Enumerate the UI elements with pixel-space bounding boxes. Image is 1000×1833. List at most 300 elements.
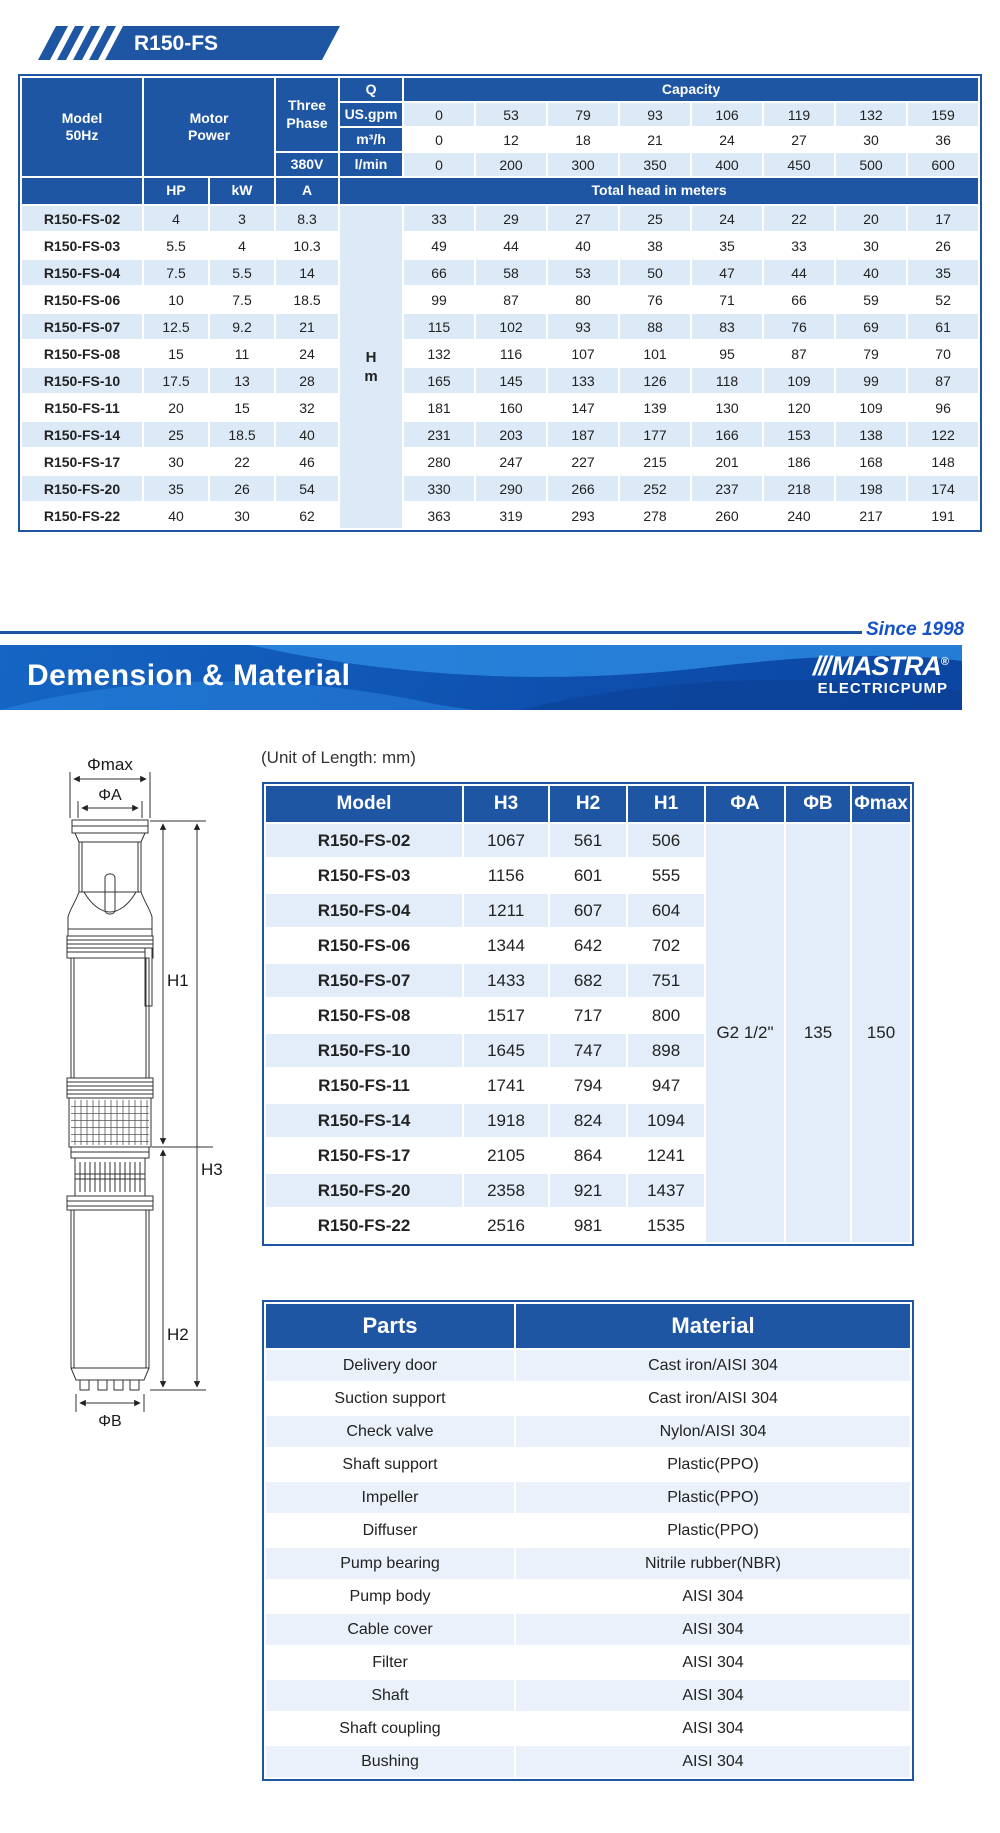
part-name-cell: Shaft coupling	[266, 1713, 514, 1744]
h1-cell: 1094	[628, 1104, 704, 1137]
series-banner	[18, 26, 340, 60]
head-value-cell: 122	[908, 422, 978, 447]
head-value-cell: 52	[908, 287, 978, 312]
model-cell: R150-FS-10	[22, 368, 142, 393]
head-value-cell: 80	[548, 287, 618, 312]
head-value-cell: 58	[476, 260, 546, 285]
head-value-cell: 30	[836, 233, 906, 258]
head-value-cell: 20	[836, 206, 906, 231]
motor-header-line2: Power	[188, 127, 231, 143]
kw-cell: 11	[210, 341, 274, 366]
parts-row	[266, 1449, 910, 1480]
head-value-cell: 24	[692, 206, 762, 231]
head-value-cell: 26	[908, 233, 978, 258]
h2-cell: 921	[550, 1174, 626, 1207]
model-cell: R150-FS-08	[22, 341, 142, 366]
capacity-header: Capacity	[404, 78, 978, 101]
flow-value-cell: 132	[836, 103, 906, 126]
h1-cell: 751	[628, 964, 704, 997]
kw-cell: 3	[210, 206, 274, 231]
voltage-header: 380V	[276, 153, 338, 176]
kw-cell: 30	[210, 503, 274, 528]
kw-cell: 22	[210, 449, 274, 474]
hp-cell: 17.5	[144, 368, 208, 393]
head-value-cell: 59	[836, 287, 906, 312]
part-name-cell: Check valve	[266, 1416, 514, 1447]
phi-a-merged-cell: G2 1/2"	[706, 824, 784, 1242]
amp-cell: 10.3	[276, 233, 338, 258]
flow-value-cell: 300	[548, 153, 618, 176]
hp-cell: 10	[144, 287, 208, 312]
material-cell: AISI 304	[516, 1614, 910, 1645]
performance-row	[22, 314, 978, 339]
series-banner-shape	[18, 26, 340, 60]
model-cell: R150-FS-08	[266, 999, 462, 1032]
flow-value-cell: 79	[548, 103, 618, 126]
head-value-cell: 290	[476, 476, 546, 501]
model-cell: R150-FS-02	[22, 206, 142, 231]
part-name-cell: Impeller	[266, 1482, 514, 1513]
dim-label-h3: H3	[201, 1160, 223, 1179]
kw-cell: 18.5	[210, 422, 274, 447]
head-value-cell: 93	[548, 314, 618, 339]
head-value-cell: 133	[548, 368, 618, 393]
parts-row	[266, 1647, 910, 1678]
material-cell: Nylon/AISI 304	[516, 1416, 910, 1447]
amp-cell: 18.5	[276, 287, 338, 312]
head-value-cell: 50	[620, 260, 690, 285]
parts-header: Parts	[266, 1304, 514, 1348]
h3-cell: 1918	[464, 1104, 548, 1137]
head-value-cell: 76	[620, 287, 690, 312]
material-cell: Plastic(PPO)	[516, 1449, 910, 1480]
model-50hz-header	[22, 78, 142, 176]
h2-cell: 642	[550, 929, 626, 962]
hp-cell: 25	[144, 422, 208, 447]
h1-cell: 1437	[628, 1174, 704, 1207]
performance-row	[22, 503, 978, 528]
head-value-cell: 181	[404, 395, 474, 420]
brand-logo-wordmark	[813, 653, 948, 680]
head-value-cell: 76	[764, 314, 834, 339]
dim-header-phi-a: ΦA	[706, 786, 784, 822]
parts-row	[266, 1614, 910, 1645]
performance-row	[22, 449, 978, 474]
head-value-cell: 186	[764, 449, 834, 474]
head-value-cell: 145	[476, 368, 546, 393]
parts-row	[266, 1581, 910, 1612]
material-cell: AISI 304	[516, 1746, 910, 1777]
model-cell: R150-FS-11	[266, 1069, 462, 1102]
model-cell: R150-FS-17	[266, 1139, 462, 1172]
head-value-cell: 35	[692, 233, 762, 258]
three-phase-line1: Three	[287, 97, 327, 113]
head-value-cell: 116	[476, 341, 546, 366]
h3-cell: 1344	[464, 929, 548, 962]
part-name-cell: Filter	[266, 1647, 514, 1678]
head-value-cell: 96	[908, 395, 978, 420]
head-value-cell: 102	[476, 314, 546, 339]
model-cell: R150-FS-03	[266, 859, 462, 892]
kw-cell: 7.5	[210, 287, 274, 312]
part-name-cell: Cable cover	[266, 1614, 514, 1645]
hp-cell: 40	[144, 503, 208, 528]
head-value-cell: 87	[476, 287, 546, 312]
model-cell: R150-FS-07	[22, 314, 142, 339]
section-title: Demension & Material	[27, 659, 351, 692]
performance-row	[22, 206, 978, 231]
perf-body	[22, 78, 978, 528]
h2-cell: 794	[550, 1069, 626, 1102]
performance-row	[22, 368, 978, 393]
part-name-cell: Shaft support	[266, 1449, 514, 1480]
model-cell: R150-FS-02	[266, 824, 462, 857]
head-value-cell: 126	[620, 368, 690, 393]
flow-value-cell: 400	[692, 153, 762, 176]
h3-cell: 2516	[464, 1209, 548, 1242]
parts-row	[266, 1482, 910, 1513]
amp-cell: 62	[276, 503, 338, 528]
kw-cell: 9.2	[210, 314, 274, 339]
parts-material-table	[262, 1300, 914, 1781]
flow-value-cell: 200	[476, 153, 546, 176]
dim-label-phi-max: Φmax	[87, 755, 133, 774]
dim-label-phi-a: ΦA	[98, 787, 122, 804]
h3-cell: 1156	[464, 859, 548, 892]
head-value-cell: 132	[404, 341, 474, 366]
amp-cell: 24	[276, 341, 338, 366]
amp-cell: 32	[276, 395, 338, 420]
h1-cell: 1535	[628, 1209, 704, 1242]
hp-cell: 7.5	[144, 260, 208, 285]
part-name-cell: Delivery door	[266, 1350, 514, 1381]
h1-cell: 898	[628, 1034, 704, 1067]
h3-cell: 1741	[464, 1069, 548, 1102]
dim-header-row	[266, 786, 910, 822]
hp-cell: 30	[144, 449, 208, 474]
model-header-line2: 50Hz	[65, 127, 99, 143]
flow-unit-label: l/min	[340, 153, 402, 176]
three-phase-line2: Phase	[286, 114, 328, 131]
head-value-cell: 160	[476, 395, 546, 420]
head-value-cell: 115	[404, 314, 474, 339]
part-name-cell: Suction support	[266, 1383, 514, 1414]
head-unit-h: H	[365, 348, 377, 366]
flow-value-cell: 21	[620, 128, 690, 151]
model-cell: R150-FS-06	[22, 287, 142, 312]
performance-row	[22, 260, 978, 285]
head-value-cell: 66	[764, 287, 834, 312]
head-value-cell: 99	[404, 287, 474, 312]
model-cell: R150-FS-20	[266, 1174, 462, 1207]
h2-cell: 682	[550, 964, 626, 997]
parts-body	[266, 1304, 910, 1777]
model-cell: R150-FS-04	[22, 260, 142, 285]
parts-row	[266, 1680, 910, 1711]
material-cell: Nitrile rubber(NBR)	[516, 1548, 910, 1579]
flow-value-cell: 36	[908, 128, 978, 151]
head-value-cell: 165	[404, 368, 474, 393]
head-value-cell: 25	[620, 206, 690, 231]
parts-row	[266, 1713, 910, 1744]
head-value-cell: 237	[692, 476, 762, 501]
dim-body	[266, 786, 910, 1242]
head-value-cell: 139	[620, 395, 690, 420]
h1-cell: 604	[628, 894, 704, 927]
head-value-cell: 319	[476, 503, 546, 528]
head-value-cell: 70	[908, 341, 978, 366]
h3-cell: 1645	[464, 1034, 548, 1067]
pump-diagram	[55, 745, 235, 1440]
flow-value-cell: 12	[476, 128, 546, 151]
blank-model-cell	[22, 178, 142, 204]
h3-cell: 2105	[464, 1139, 548, 1172]
logo-name: MASTRA	[831, 651, 941, 681]
parts-row	[266, 1383, 910, 1414]
head-value-cell: 29	[476, 206, 546, 231]
head-value-cell: 99	[836, 368, 906, 393]
unit-note: (Unit of Length: mm)	[261, 748, 416, 767]
performance-row	[22, 395, 978, 420]
head-value-cell: 280	[404, 449, 474, 474]
part-name-cell: Pump bearing	[266, 1548, 514, 1579]
kw-cell: 4	[210, 233, 274, 258]
head-value-cell: 231	[404, 422, 474, 447]
h2-cell: 747	[550, 1034, 626, 1067]
head-value-cell: 227	[548, 449, 618, 474]
material-cell: AISI 304	[516, 1680, 910, 1711]
head-value-cell: 174	[908, 476, 978, 501]
material-cell: Cast iron/AISI 304	[516, 1350, 910, 1381]
h3-cell: 2358	[464, 1174, 548, 1207]
flow-value-cell: 93	[620, 103, 690, 126]
flow-value-cell: 500	[836, 153, 906, 176]
head-value-cell: 47	[692, 260, 762, 285]
model-cell: R150-FS-14	[266, 1104, 462, 1137]
head-value-cell: 44	[476, 233, 546, 258]
amp-cell: 8.3	[276, 206, 338, 231]
material-cell: Plastic(PPO)	[516, 1482, 910, 1513]
material-cell: AISI 304	[516, 1581, 910, 1612]
model-cell: R150-FS-11	[22, 395, 142, 420]
h3-cell: 1211	[464, 894, 548, 927]
head-value-cell: 33	[404, 206, 474, 231]
head-value-cell: 33	[764, 233, 834, 258]
model-cell: R150-FS-22	[22, 503, 142, 528]
logo-slashes-icon: ///	[812, 651, 830, 681]
parts-row	[266, 1515, 910, 1546]
amp-cell: 21	[276, 314, 338, 339]
head-value-cell: 40	[548, 233, 618, 258]
dimension-table	[262, 782, 914, 1246]
model-cell: R150-FS-03	[22, 233, 142, 258]
motor-power-header	[144, 78, 274, 176]
section-banner	[0, 645, 962, 710]
h1-cell: 1241	[628, 1139, 704, 1172]
h3-cell: 1517	[464, 999, 548, 1032]
head-value-cell: 166	[692, 422, 762, 447]
head-value-cell: 71	[692, 287, 762, 312]
part-name-cell: Shaft	[266, 1680, 514, 1711]
model-cell: R150-FS-07	[266, 964, 462, 997]
hp-cell: 35	[144, 476, 208, 501]
parts-row	[266, 1548, 910, 1579]
parts-row	[266, 1416, 910, 1447]
dim-header-model: Model	[266, 786, 462, 822]
flow-value-cell: 53	[476, 103, 546, 126]
perf-subheader-row	[22, 178, 978, 204]
h2-cell: 824	[550, 1104, 626, 1137]
head-value-cell: 330	[404, 476, 474, 501]
material-cell: Plastic(PPO)	[516, 1515, 910, 1546]
performance-row	[22, 476, 978, 501]
motor-header-line1: Motor	[189, 109, 229, 126]
head-value-cell: 109	[836, 395, 906, 420]
head-value-cell: 22	[764, 206, 834, 231]
head-value-cell: 363	[404, 503, 474, 528]
head-value-cell: 53	[548, 260, 618, 285]
amp-cell: 40	[276, 422, 338, 447]
model-cell: R150-FS-10	[266, 1034, 462, 1067]
model-header-line1: Model	[61, 109, 103, 126]
material-header: Material	[516, 1304, 910, 1348]
head-value-cell: 218	[764, 476, 834, 501]
head-value-cell: 107	[548, 341, 618, 366]
dim-header-h1: H1	[628, 786, 704, 822]
head-value-cell: 44	[764, 260, 834, 285]
flow-value-cell: 119	[764, 103, 834, 126]
head-value-cell: 203	[476, 422, 546, 447]
model-cell: R150-FS-22	[266, 1209, 462, 1242]
head-value-cell: 293	[548, 503, 618, 528]
dim-label-phi-b: ΦB	[98, 1413, 122, 1430]
parts-row	[266, 1350, 910, 1381]
total-head-header: Total head in meters	[340, 178, 978, 204]
model-cell: R150-FS-14	[22, 422, 142, 447]
hp-cell: 12.5	[144, 314, 208, 339]
head-value-cell: 177	[620, 422, 690, 447]
flow-value-cell: 450	[764, 153, 834, 176]
parts-row	[266, 1746, 910, 1777]
kw-cell: 13	[210, 368, 274, 393]
flow-value-cell: 27	[764, 128, 834, 151]
dimension-row	[266, 824, 910, 857]
head-value-cell: 87	[764, 341, 834, 366]
h2-cell: 717	[550, 999, 626, 1032]
head-value-cell: 138	[836, 422, 906, 447]
amp-cell: 46	[276, 449, 338, 474]
kw-cell: 5.5	[210, 260, 274, 285]
head-value-cell: 278	[620, 503, 690, 528]
flow-value-cell: 600	[908, 153, 978, 176]
dim-header-phi-max: Φmax	[852, 786, 910, 822]
model-cell: R150-FS-17	[22, 449, 142, 474]
head-value-cell: 83	[692, 314, 762, 339]
head-value-cell: 266	[548, 476, 618, 501]
head-value-cell: 69	[836, 314, 906, 339]
head-value-cell: 118	[692, 368, 762, 393]
hp-cell: 5.5	[144, 233, 208, 258]
parts-header-row	[266, 1304, 910, 1348]
since-text: Since 1998	[866, 619, 965, 640]
head-value-cell: 247	[476, 449, 546, 474]
registered-mark-icon: ®	[940, 656, 948, 668]
performance-row	[22, 341, 978, 366]
q-header: Q	[340, 78, 402, 101]
h2-cell: 607	[550, 894, 626, 927]
part-name-cell: Bushing	[266, 1746, 514, 1777]
kw-cell: 15	[210, 395, 274, 420]
head-value-cell: 130	[692, 395, 762, 420]
part-name-cell: Diffuser	[266, 1515, 514, 1546]
head-value-cell: 168	[836, 449, 906, 474]
brand-logo-subtitle: ELECTRICPUMP	[817, 680, 948, 697]
amp-cell: 14	[276, 260, 338, 285]
flow-value-cell: 106	[692, 103, 762, 126]
model-cell: R150-FS-20	[22, 476, 142, 501]
flow-value-cell: 0	[404, 153, 474, 176]
h1-cell: 800	[628, 999, 704, 1032]
kw-cell: 26	[210, 476, 274, 501]
hp-cell: 15	[144, 341, 208, 366]
head-value-cell: 101	[620, 341, 690, 366]
head-value-cell: 88	[620, 314, 690, 339]
amp-cell: 28	[276, 368, 338, 393]
head-value-cell: 217	[836, 503, 906, 528]
performance-table	[18, 74, 982, 532]
head-value-cell: 198	[836, 476, 906, 501]
dim-label-h1: H1	[167, 971, 189, 990]
head-value-cell: 35	[908, 260, 978, 285]
flow-value-cell: 350	[620, 153, 690, 176]
head-value-cell: 109	[764, 368, 834, 393]
dim-header-h2: H2	[550, 786, 626, 822]
flow-unit-label: m³/h	[340, 128, 402, 151]
hp-header: HP	[144, 178, 208, 204]
hp-cell: 20	[144, 395, 208, 420]
series-title: R150-FS	[134, 32, 219, 55]
phi-b-merged-cell: 135	[786, 824, 850, 1242]
h1-cell: 555	[628, 859, 704, 892]
head-value-cell: 240	[764, 503, 834, 528]
head-value-cell: 38	[620, 233, 690, 258]
head-value-cell: 61	[908, 314, 978, 339]
h1-cell: 506	[628, 824, 704, 857]
head-value-cell: 191	[908, 503, 978, 528]
h1-cell: 947	[628, 1069, 704, 1102]
head-unit-m: m	[364, 368, 378, 385]
part-name-cell: Pump body	[266, 1581, 514, 1612]
head-value-cell: 27	[548, 206, 618, 231]
dim-header-h3: H3	[464, 786, 548, 822]
dim-header-phi-b: ΦB	[786, 786, 850, 822]
hp-cell: 4	[144, 206, 208, 231]
h2-cell: 601	[550, 859, 626, 892]
performance-row	[22, 233, 978, 258]
flow-value-cell: 159	[908, 103, 978, 126]
flow-value-cell: 30	[836, 128, 906, 151]
head-unit-cell	[340, 206, 402, 528]
since-divider-line	[0, 631, 862, 634]
head-value-cell: 49	[404, 233, 474, 258]
dim-label-h2: H2	[167, 1325, 189, 1344]
head-value-cell: 79	[836, 341, 906, 366]
head-value-cell: 148	[908, 449, 978, 474]
performance-row	[22, 287, 978, 312]
head-value-cell: 187	[548, 422, 618, 447]
perf-header-row-1	[22, 78, 978, 101]
flow-value-cell: 0	[404, 103, 474, 126]
